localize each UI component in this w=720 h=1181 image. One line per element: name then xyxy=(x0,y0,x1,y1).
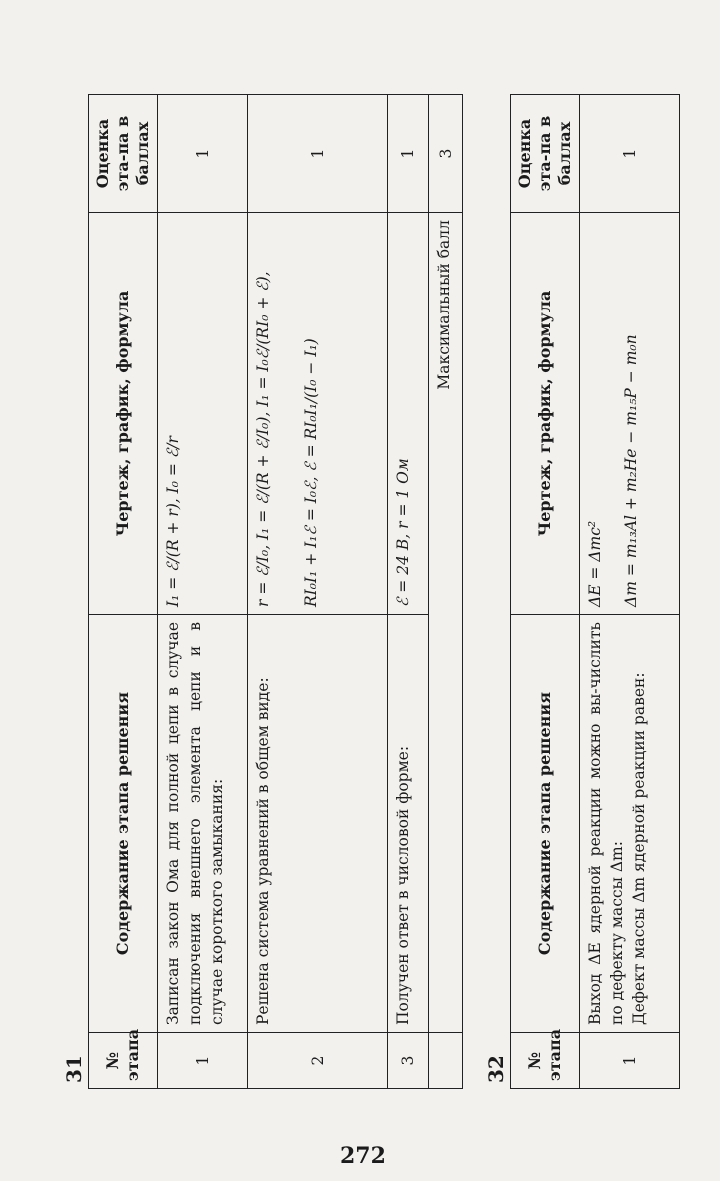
table-header-row xyxy=(89,95,158,1089)
formula: r = ℰ/I₀, I₁ = ℰ/(R + ℰ/I₀), I₁ = I₀ℰ/(RI₀ + ℰ), xyxy=(254,271,272,607)
formula: RI₀I₁ + I₁ℰ = I₀ℰ, ℰ = RI₀I₁/(I₀ − I₁) xyxy=(302,338,320,607)
table-row xyxy=(248,95,388,1089)
stage-number: 1 xyxy=(158,1033,248,1089)
header-score: Оценка эта-па в баллах xyxy=(511,95,580,213)
table-row xyxy=(158,95,248,1089)
problem-31-number: 31 xyxy=(62,1055,86,1083)
stage-content: Записан закон Ома для полной цепи в случае подключения внешнего элемента цепи и в случае короткого замыкания: xyxy=(158,615,248,1033)
empty-cell xyxy=(429,1033,463,1089)
formula: ΔE = Δmc² xyxy=(586,520,604,607)
header-content: Содержание этапа решения xyxy=(89,615,158,1033)
stage-formula xyxy=(158,213,248,615)
problem-31-table xyxy=(88,94,463,1089)
stage-formula xyxy=(580,213,680,615)
stage-formula xyxy=(248,213,388,615)
stage-content: Получен ответ в числовой форме: xyxy=(388,615,429,1033)
table-row xyxy=(580,95,680,1089)
stage-score: 1 xyxy=(248,95,388,213)
header-formula: Чертеж, график, формула xyxy=(89,213,158,615)
stage-number: 2 xyxy=(248,1033,388,1089)
stage-score: 1 xyxy=(580,95,680,213)
stage-score: 1 xyxy=(158,95,248,213)
header-formula: Чертеж, график, формула xyxy=(511,213,580,615)
stage-number: 3 xyxy=(388,1033,429,1089)
stage-content-text: Выход ΔE ядерной реакции можно вы-числить по дефекту массы Δm: xyxy=(586,622,626,1025)
stage-content xyxy=(580,615,680,1033)
stage-number: 1 xyxy=(580,1033,680,1089)
problem-32-number: 32 xyxy=(484,1055,508,1083)
max-score-row xyxy=(429,95,463,1089)
stage-content-text-2: Дефект массы Δm ядерной реакции равен: xyxy=(630,672,648,1025)
max-score-value: 3 xyxy=(429,95,463,213)
page-number: 272 xyxy=(340,1143,386,1169)
stage-content: Решена система уравнений в общем виде: xyxy=(248,615,388,1033)
table-header-row xyxy=(511,95,580,1089)
header-stage: № этапа xyxy=(89,1033,158,1089)
header-content: Содержание этапа решения xyxy=(511,615,580,1033)
formula: Δm = m₁₃Al + m₂He − m₁₅P − m₀n xyxy=(622,334,640,607)
max-score-label: Максимальный балл xyxy=(429,213,463,1033)
header-stage: № этапа xyxy=(511,1033,580,1089)
stage-formula xyxy=(388,213,429,615)
header-score: Оценка эта-па в баллах xyxy=(89,95,158,213)
table-row xyxy=(388,95,429,1089)
stage-score: 1 xyxy=(388,95,429,213)
formula: ℰ = 24 В, r = 1 Ом xyxy=(394,458,412,607)
formula: I₁ = ℰ/(R + r), I₀ = ℰ/r xyxy=(164,436,182,607)
problem-32-table xyxy=(510,94,680,1089)
